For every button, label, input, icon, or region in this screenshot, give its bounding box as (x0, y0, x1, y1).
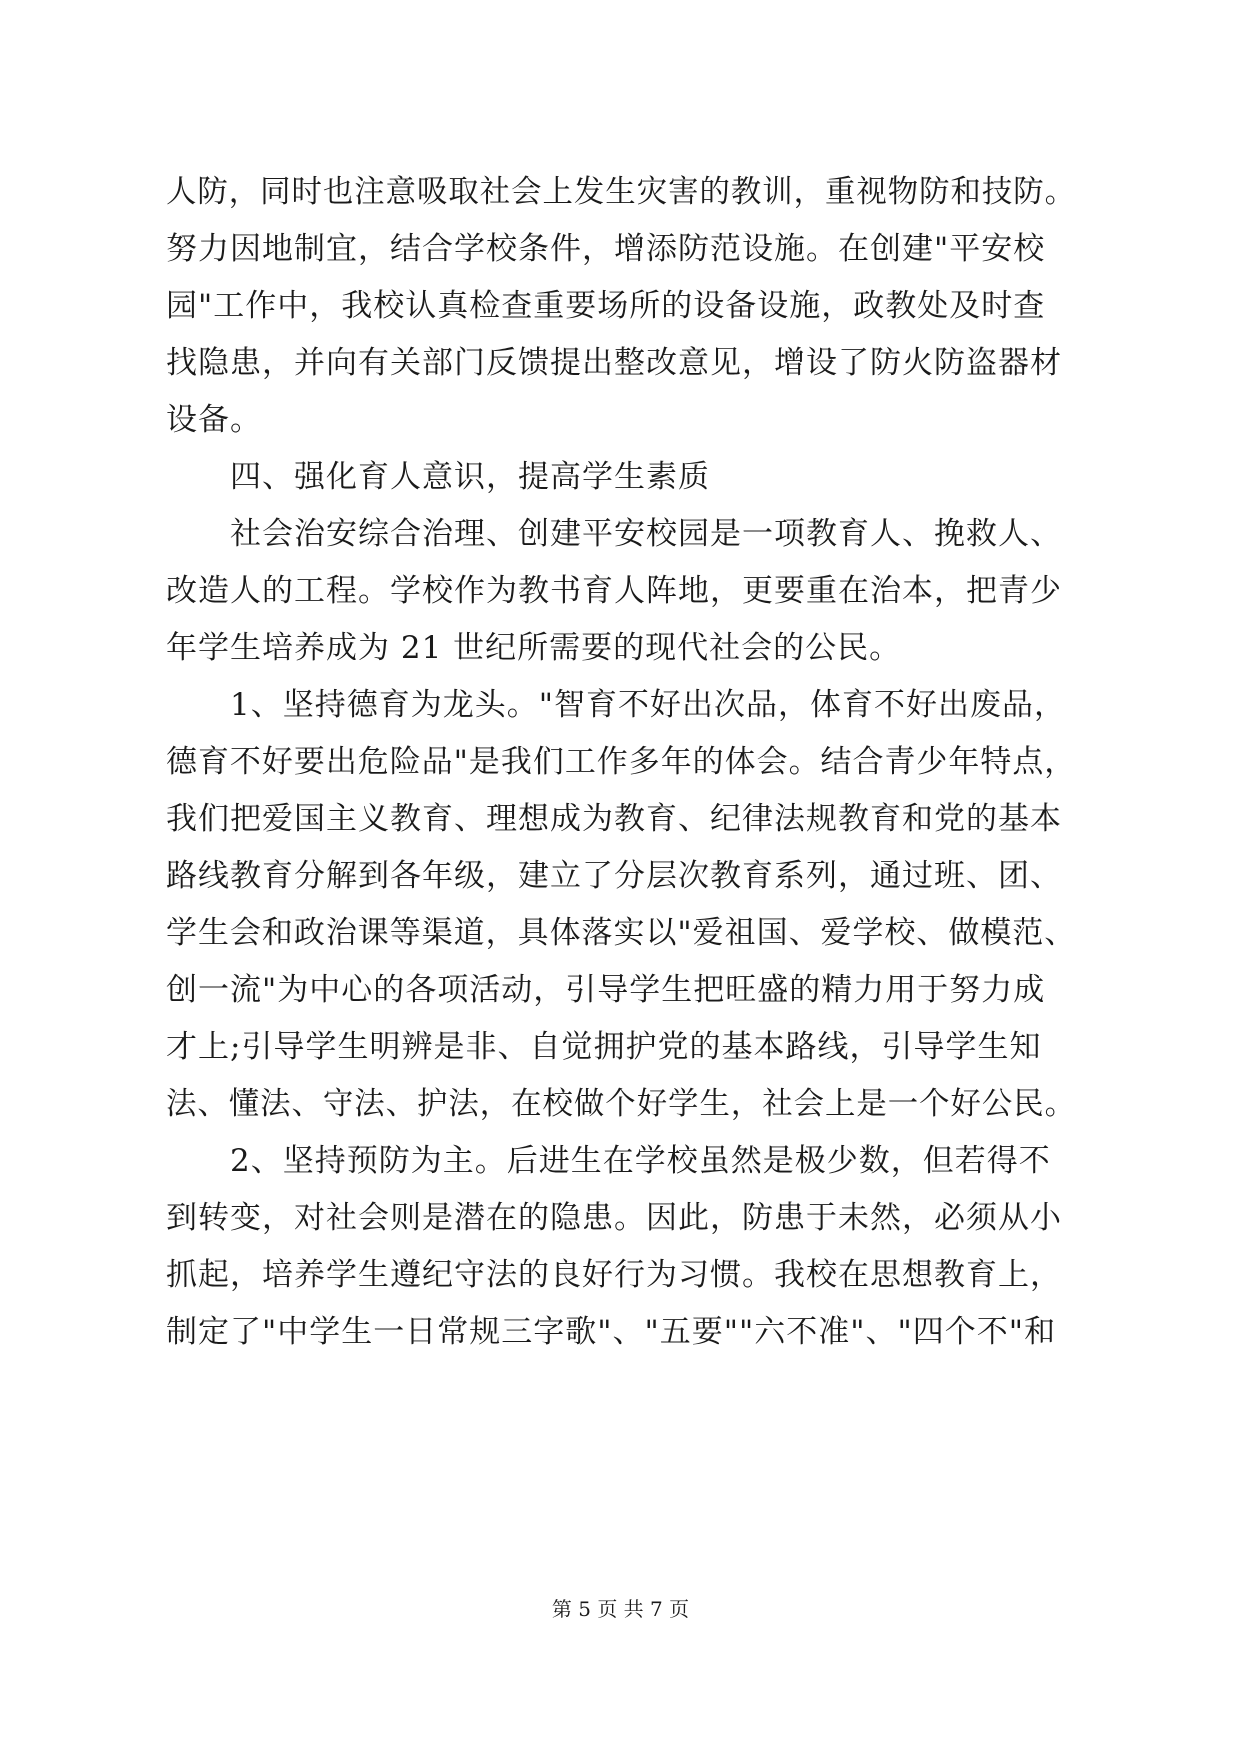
text-line: 路线教育分解到各年级，建立了分层次教育系列，通过班、团、 (166, 858, 1062, 894)
text-line: 园"工作中，我校认真检查重要场所的设备设施，政教处及时查 (166, 288, 1046, 324)
text-line: 设备。 (166, 402, 262, 438)
text-line: 法、懂法、守法、护法，在校做个好学生，社会上是一个好公民。 (166, 1086, 1076, 1122)
text-line: 到转变，对社会则是潜在的隐患。因此，防患于未然，必须从小 (166, 1200, 1062, 1236)
text-line: 找隐患，并向有关部门反馈提出整改意见，增设了防火防盗器材 (166, 345, 1062, 381)
text-line: 社会治安综合治理、创建平安校园是一项教育人、挽救人、 (230, 516, 1062, 552)
text-line: 努力因地制宜，结合学校条件，增添防范设施。在创建"平安校 (166, 231, 1046, 267)
text-line: 德育不好要出危险品"是我们工作多年的体会。结合青少年特点， (166, 744, 1077, 780)
text-line: 学生会和政治课等渠道，具体落实以"爱祖国、爱学校、做模范、 (166, 915, 1077, 951)
text-line: 1、坚持德育为龙头。"智育不好出次品，体育不好出废品， (230, 687, 1066, 723)
section-heading: 四、强化育人意识，提高学生素质 (230, 459, 710, 495)
text-line: 才上;引导学生明辨是非、自觉拥护党的基本路线，引导学生知 (166, 1029, 1042, 1065)
text-line: 创一流"为中心的各项活动，引导学生把旺盛的精力用于努力成 (166, 972, 1046, 1008)
text-line: 2、坚持预防为主。后进生在学校虽然是极少数，但若得不 (230, 1143, 1051, 1179)
text-line: 人防，同时也注意吸取社会上发生灾害的教训，重视物防和技防。 (166, 174, 1076, 210)
text-line: 我们把爱国主义教育、理想成为教育、纪律法规教育和党的基本 (166, 801, 1062, 837)
text-line: 制定了"中学生一日常规三字歌"、"五要""六不准"、"四个不"和 (166, 1314, 1057, 1350)
text-line: 抓起，培养学生遵纪守法的良好行为习惯。我校在思想教育上， (166, 1257, 1062, 1293)
text-line: 年学生培养成为 21 世纪所需要的现代社会的公民。 (166, 630, 902, 666)
text-line: 改造人的工程。学校作为教书育人阵地，更要重在治本，把青少 (166, 573, 1062, 609)
page-number-footer: 第 5 页 共 7 页 (551, 1597, 690, 1621)
